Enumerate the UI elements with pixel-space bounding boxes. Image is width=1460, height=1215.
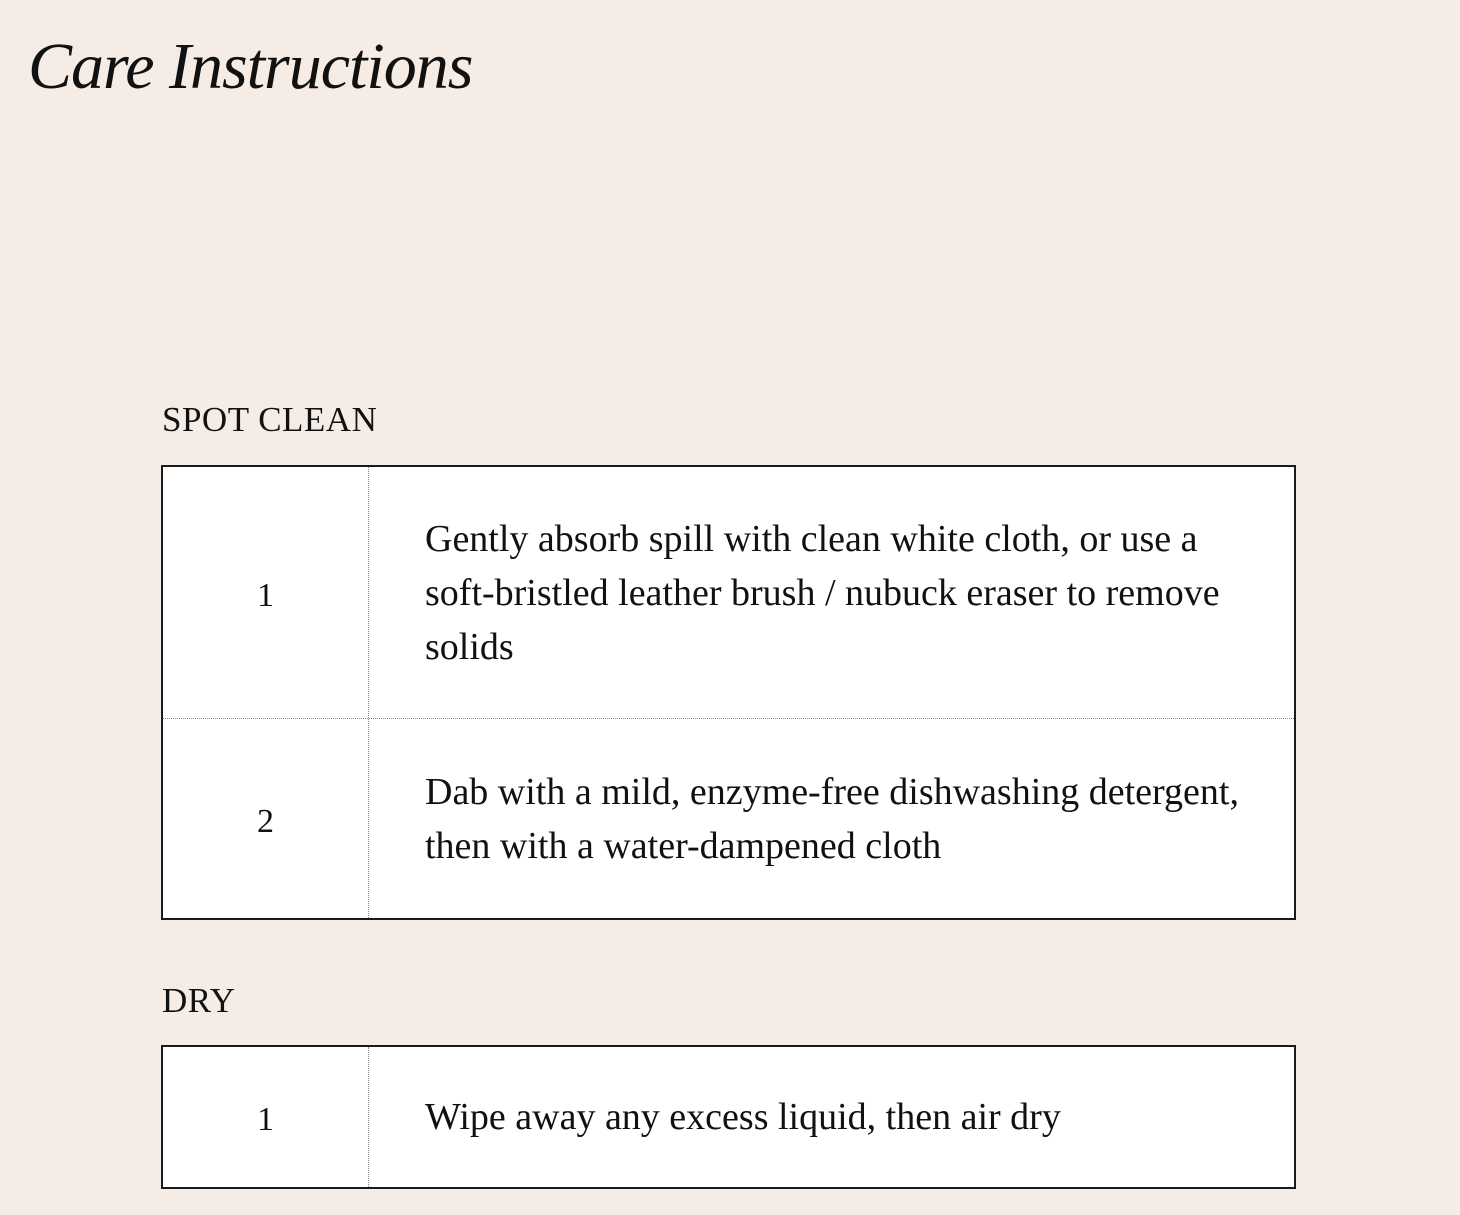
- step-text: Dab with a mild, enzyme-free dishwashing detergent, then with a water-dampened cloth: [425, 770, 1239, 867]
- dry-table: [161, 1045, 1296, 1189]
- table-row: [163, 718, 1294, 918]
- spot-clean-table: [161, 465, 1296, 920]
- page-title: Care Instructions: [28, 30, 473, 103]
- step-text: Gently absorb spill with clean white cloth, or use a soft-bristled leather brush / nubuck eraser to remove solids: [425, 517, 1220, 668]
- section-label-dry: DRY: [162, 981, 236, 1020]
- table-row: [163, 1047, 1294, 1187]
- step-number: 2: [163, 719, 369, 918]
- section-label-spot-clean: SPOT CLEAN: [162, 400, 378, 439]
- step-text: Wipe away any excess liquid, then air dry: [425, 1096, 1061, 1138]
- table-row: [163, 467, 1294, 718]
- step-number: 1: [163, 467, 369, 718]
- step-number: 1: [163, 1047, 369, 1187]
